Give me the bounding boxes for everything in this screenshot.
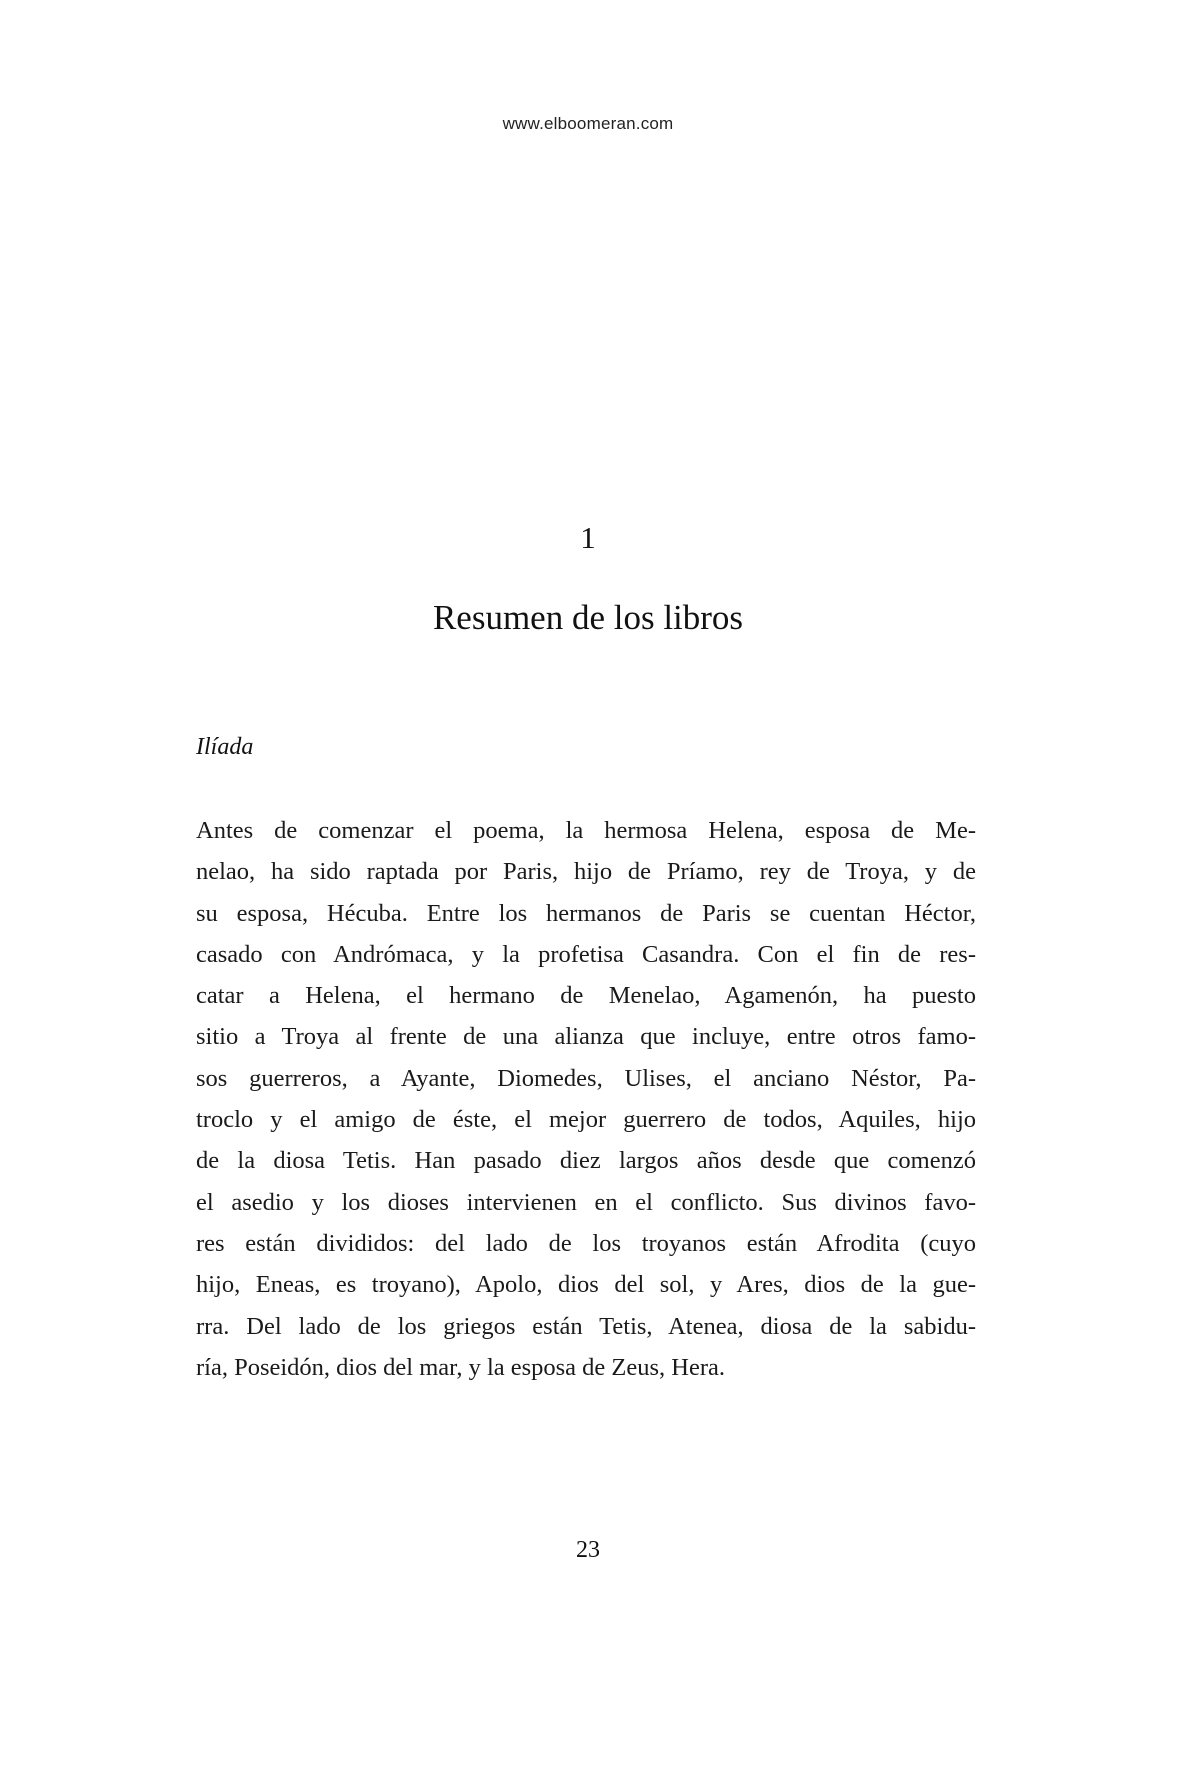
- body-line: el asedio y los dioses intervienen en el conflicto. Sus divinos favo-: [196, 1188, 976, 1216]
- body-line: nelao, ha sido raptada por Paris, hijo de Príamo, rey de Troya, y de: [196, 858, 976, 886]
- body-line: Antes de comenzar el poema, la hermosa Helena, esposa de Me-: [196, 817, 976, 844]
- body-line: su esposa, Hécuba. Entre los hermanos de Paris se cuentan Héctor,: [196, 899, 976, 927]
- body-line: casado con Andrómaca, y la profetisa Casandra. Con el fin de res-: [196, 940, 976, 968]
- body-paragraph: [196, 810, 976, 1388]
- body-line: catar a Helena, el hermano de Menelao, Agamenón, ha puesto: [196, 982, 976, 1010]
- body-line: de la diosa Tetis. Han pasado diez largos años desde que comenzó: [196, 1147, 976, 1175]
- body-line: hijo, Eneas, es troyano), Apolo, dios del sol, y Ares, dios de la gue-: [196, 1271, 976, 1299]
- body-line: sitio a Troya al frente de una alianza que incluye, entre otros famo-: [196, 1023, 976, 1051]
- body-line: troclo y el amigo de éste, el mejor guerrero de todos, Aquiles, hijo: [196, 1106, 976, 1134]
- chapter-title: Resumen de los libros: [432, 598, 744, 637]
- chapter-number: 1: [580, 520, 596, 555]
- body-line: sos guerreros, a Ayante, Diomedes, Ulises, el anciano Néstor, Pa-: [196, 1064, 976, 1092]
- body-line: res están divididos: del lado de los troyanos están Afrodita (cuyo: [196, 1229, 976, 1257]
- body-line: rra. Del lado de los griegos están Tetis, Atenea, diosa de la sabidu-: [196, 1312, 976, 1340]
- body-line: ría, Poseidón, dios del mar, y la esposa de Zeus, Hera.: [196, 1353, 726, 1381]
- section-heading: Ilíada: [196, 734, 254, 760]
- header-url: www.elboomeran.com: [502, 114, 674, 133]
- page-number: 23: [576, 1537, 600, 1563]
